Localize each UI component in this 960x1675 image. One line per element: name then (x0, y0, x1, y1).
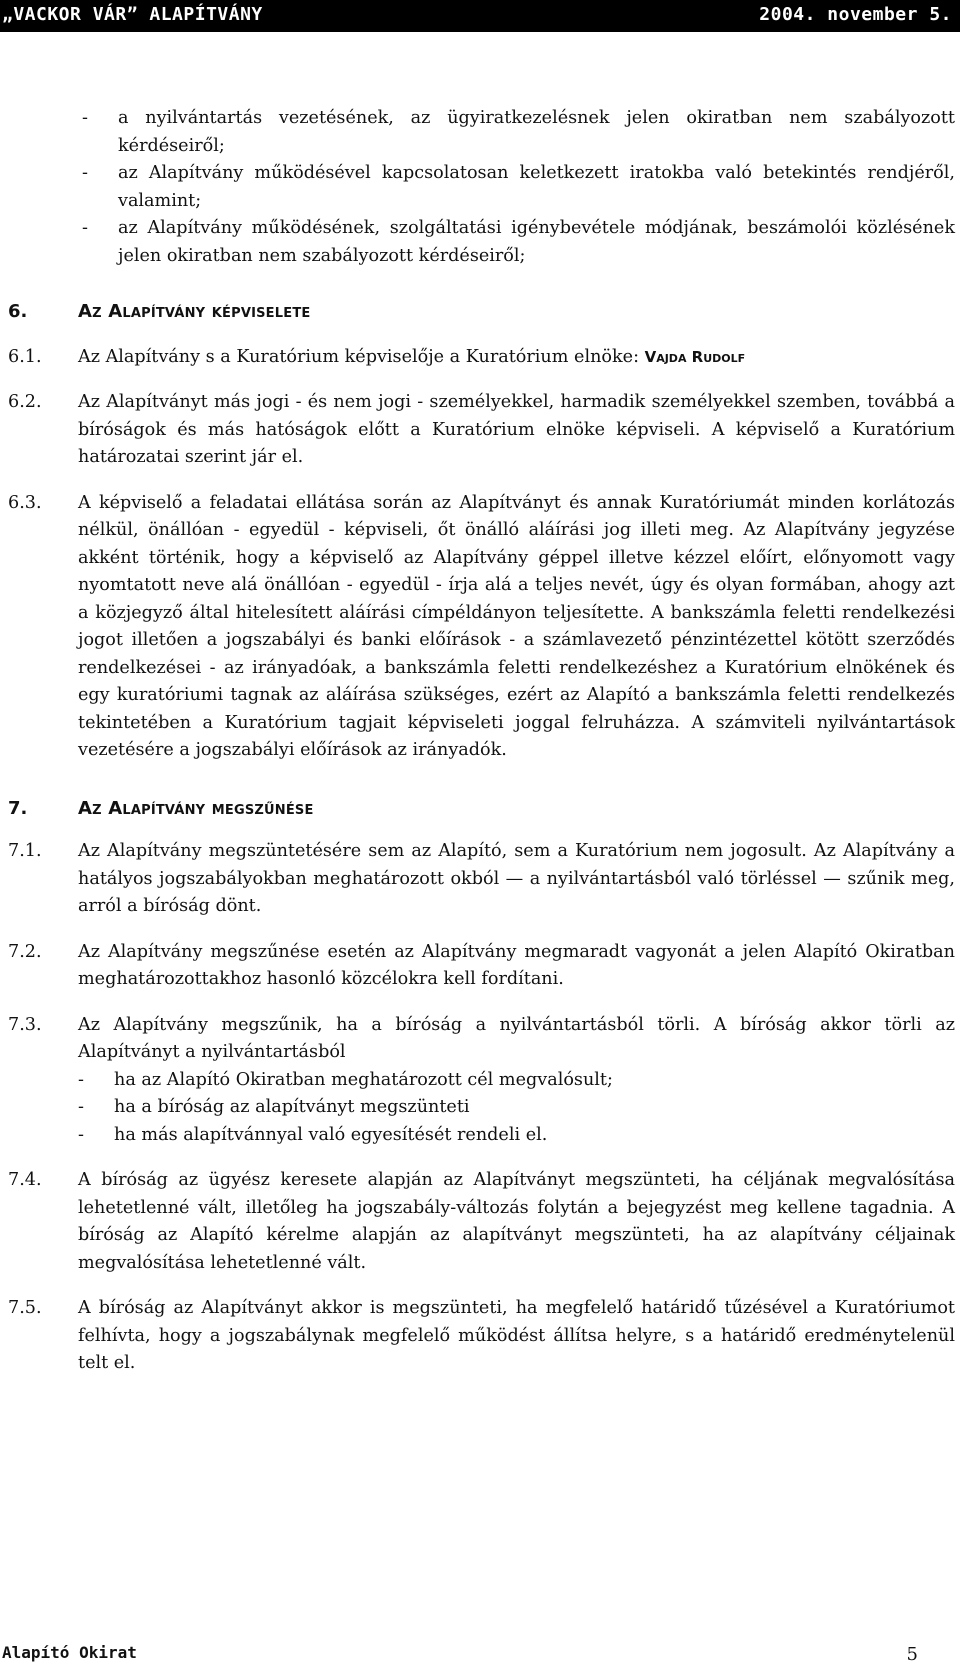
bullet-text: az Alapítvány működésének, szolgáltatási igénybevétele módjának, beszámolói közlésének jelen okiratban nem szabályozott kérdéseiről; (118, 218, 955, 266)
bullet-text: a nyilvántartás vezetésének, az ügyiratkezelésnek jelen okiratban nem szabályozott kérdéseiről; (118, 108, 955, 156)
paragraph-number: 6.2. (8, 392, 42, 412)
paragraph-6-1 (8, 344, 955, 372)
page-header (0, 0, 960, 32)
paragraph-number: 6.3. (8, 492, 42, 513)
section-title: Az Alapítvány képviselete (78, 301, 311, 322)
bullet-dash: - (78, 1069, 84, 1090)
section-heading-7 (8, 795, 955, 823)
paragraph-number: 7.5. (8, 1298, 42, 1318)
paragraph-7-3 (8, 1012, 955, 1150)
header-title: „VACKOR VÁR” ALAPÍTVÁNY (2, 4, 263, 25)
paragraph-text: Az Alapítvány megszüntetésére sem az Alapító, sem a Kuratórium nem jogosult. Az Alapítvány a hatályos jogszabályokban meghatározott okból — a nyilvántartásból való törléssel — szűnik meg, arról a bíróság dönt. (78, 841, 955, 916)
bullet-dash: - (82, 163, 88, 183)
paragraph-6-2 (8, 389, 955, 472)
list-item (78, 1094, 955, 1122)
paragraph-number: 7.2. (8, 941, 42, 962)
list-item (8, 105, 955, 160)
paragraph-6-3 (8, 490, 955, 765)
bullet-dash: - (82, 218, 88, 238)
bullet-text: ha más alapítvánnyal való egyesítését rendeli el. (114, 1124, 548, 1145)
paragraph-7-1 (8, 838, 955, 921)
footer-title: Alapító Okirat (2, 1643, 137, 1662)
intro-bullet-list (8, 105, 955, 270)
paragraph-text: Az Alapítvány megszűnik, ha a bíróság a nyilvántartásból törli. A bíróság akkor törli az Alapítványt a nyilvántartásból (78, 1014, 955, 1062)
document-body (8, 105, 955, 1378)
paragraph-text: A bíróság az Alapítványt akkor is megszünteti, ha megfelelő határidő tűzésével a Kuratóriumot felhívta, hogy a jogszabálynak megfelelő működést állítsa helyre, s a határidő eredménytelenül telt el. (78, 1298, 955, 1373)
paragraph-7-2 (8, 939, 955, 994)
paragraph-text: Az Alapítványt más jogi - és nem jogi - személyekkel, harmadik személyekkel szemben, továbbá a bíróságok és más hatóságok előtt a Kuratórium elnöke képviseli. A képviselő a Kuratórium határozatai szerint jár el. (78, 392, 955, 467)
bullet-text: ha az Alapító Okiratban meghatározott cél megvalósult; (114, 1069, 613, 1090)
header-date: 2004. november 5. (759, 4, 952, 25)
chairman-name: Vajda Rudolf (644, 347, 746, 366)
paragraph-number: 6.1. (8, 346, 42, 367)
page-footer (0, 1640, 960, 1675)
list-item (8, 215, 955, 270)
paragraph-number: 7.1. (8, 841, 42, 861)
section-heading-6 (8, 298, 955, 326)
list-item (78, 1122, 955, 1150)
bullet-dash: - (82, 108, 88, 128)
paragraph-7-5 (8, 1295, 955, 1378)
section-number: 7. (8, 797, 28, 819)
paragraph-text: A bíróság az ügyész keresete alapján az Alapítványt megszünteti, ha céljának megvalósítása lehetetlenné vált, illetőleg ha jogszabály-változás folytán a bejegyzést meg kellene tagadnia. A bíróság az Alapító kérelme alapján az alapítványt megszünteti, ha az alapítvány céljainak megvalósítása lehetetlenné vált. (78, 1170, 955, 1273)
paragraph-text: A képviselő a feladatai ellátása során az Alapítványt és annak Kuratóriumát minden korlátozás nélkül, önállóan - egyedül - képviseli, őt önálló aláírási jog illeti meg. Az Alapítvány jegyzése akként történik, hogy a képviselő az Alapítvány géppel illetve kézzel előírt, előnyomott vagy nyomtatott neve alá önállóan - egyedül - írja alá a teljes nevét, úgy és olyan formában, ahogy azt a közjegyző által hitelesített aláírási címpéldányon teljesítette. A bankszámla feletti rendelkezési jogot illetően a jogszabályi és banki előírások - a számlavezető pénzintézettel kötött szerződés rendelkezései - az irányadóak, a bankszámla feletti rendelkezéshez a Kuratórium elnökének és egy kuratóriumi tagnak az aláírása szükséges, ezért az Alapító a bankszámla feletti rendelkezés tekintetében a Kuratórium tagjait képviseleti joggal felruházza. A számviteli nyilvántartások vezetésére a jogszabályi előírások az irányadók. (78, 492, 955, 760)
list-item (78, 1067, 955, 1095)
section-number: 6. (8, 301, 28, 322)
bullet-text: az Alapítvány működésével kapcsolatosan keletkezett iratokba való betekintés rendjéről, valamint; (118, 163, 955, 211)
bullet-dash: - (78, 1124, 84, 1145)
paragraph-number: 7.3. (8, 1014, 42, 1035)
list-item (8, 160, 955, 215)
section-title: Az Alapítvány megszűnése (78, 797, 314, 819)
page-number: 5 (906, 1644, 918, 1665)
paragraph-text: Az Alapítvány s a Kuratórium képviselője a Kuratórium elnöke: (78, 346, 639, 367)
paragraph-text: Az Alapítvány megszűnése esetén az Alapítvány megmaradt vagyonát a jelen Alapító Okiratban meghatározottakhoz hasonló közcélokra kell fordítani. (78, 941, 955, 989)
paragraph-7-4 (8, 1167, 955, 1277)
paragraph-number: 7.4. (8, 1170, 42, 1190)
bullet-text: ha a bíróság az alapítványt megszünteti (114, 1097, 470, 1117)
bullet-dash: - (78, 1097, 84, 1117)
